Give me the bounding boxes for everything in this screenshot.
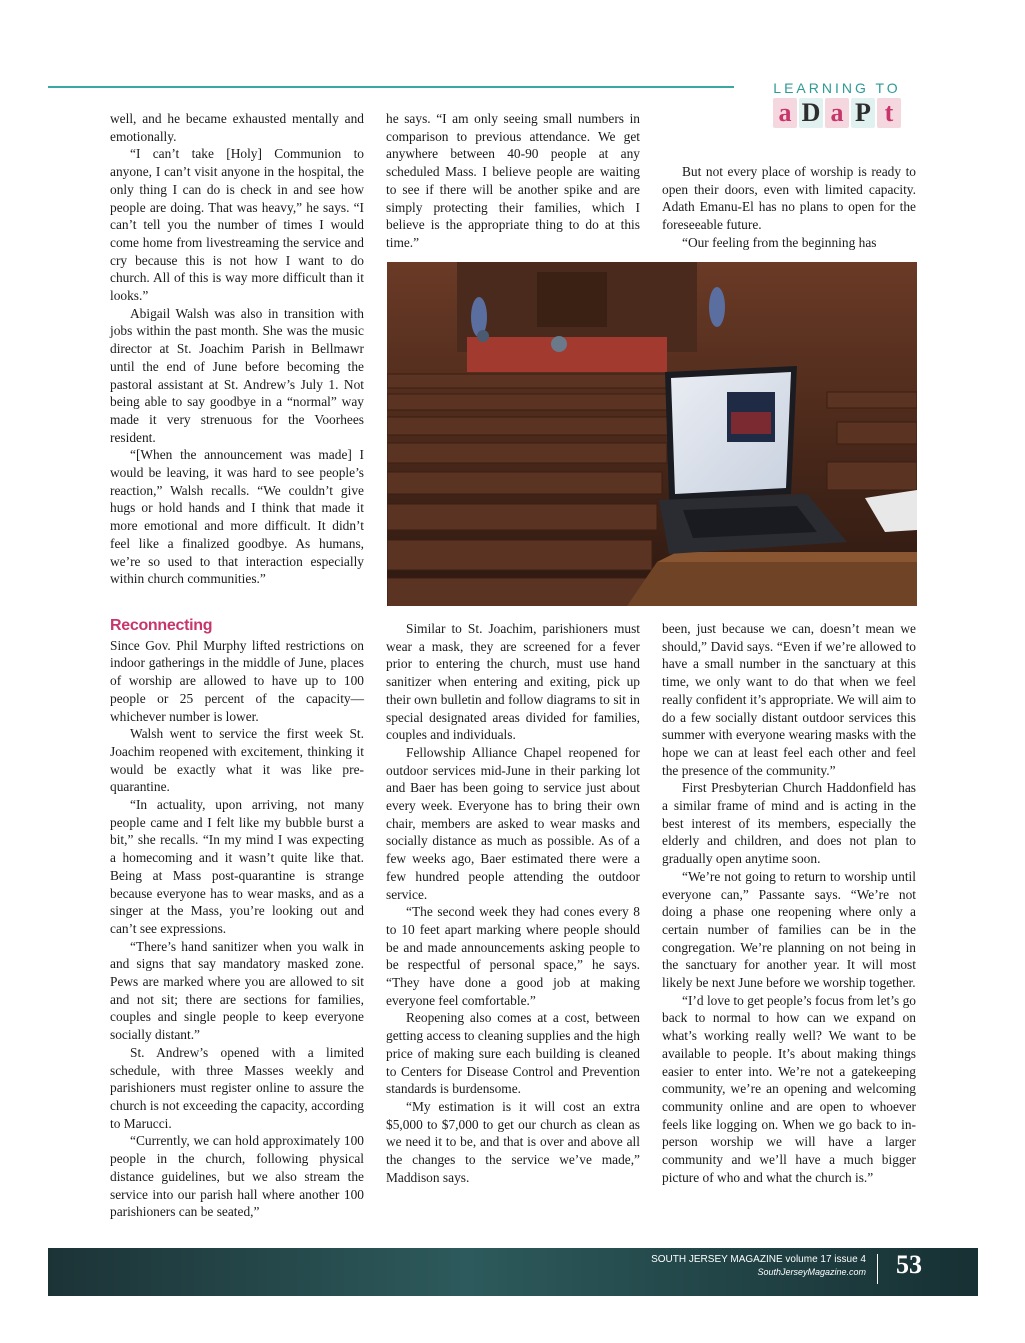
section-heading: Reconnecting: [110, 617, 213, 634]
page-footer: [48, 1248, 978, 1296]
banner-letter: t: [877, 98, 901, 128]
paragraph: But not every place of worship is ready to open their doors, even with limited capacity. Adath Emanu-El has no plans to open for the foreseeable future.: [662, 164, 916, 233]
article-column-6: [662, 620, 916, 1187]
header-rule: [48, 86, 734, 88]
church-laptop-photo: [387, 262, 917, 606]
paragraph: “We’re not going to return to worship until everyone can,” Passante says. “We’re not doing a phase one reopening where only a certain number of families can be in the congregation. We’re planning on not being in the sanctuary for another year. It will most likely be next June before we worship together.: [662, 868, 916, 991]
banner-title: LEARNING TO: [773, 80, 901, 96]
paragraph: “There’s hand sanitizer when you walk in and signs that say mandatory masked zone. Pews are marked where you are allowed to sit and not sit; there are sections for families, couples and single people to keep everyone socially distant.”: [110, 938, 364, 1043]
paragraph: Walsh went to service the first week St. Joachim reopened with excitement, thinking it would be exactly what it was like pre-quarantine.: [110, 726, 364, 795]
footer-magazine-title: SOUTH JERSEY MAGAZINE volume 17 issue 4: [651, 1254, 866, 1265]
paragraph: Fellowship Alliance Chapel reopened for outdoor services mid-June in their parking lot and Baer has been going to service just about every week. Everyone has to bring their own chair, members are asked to wear masks and socially distance as much as possible. As of a few weeks ago, Baer estimated there were a few hundred people attending the outdoor service.: [386, 744, 640, 902]
page-number: 53: [896, 1250, 922, 1279]
paragraph: “I can’t take [Holy] Communion to anyone, I can’t visit anyone in the hospital, the only thing I can do is check in and see how people are doing. That was heavy,” he says. “I can’t tell you the number of times I would come home from livestreaming the service and cry because this is not how I want to do church. All of this is way more difficult than it looks.”: [110, 146, 364, 304]
paragraph: St. Andrew’s opened with a limited schedule, with three Masses weekly and parishioners must register online to assure the church is not exceeding the capacity, according to Marucci.: [110, 1044, 364, 1131]
section-banner: [752, 80, 922, 132]
paragraph: well, and he became exhausted mentally and emotionally.: [110, 111, 364, 144]
paragraph: Reopening also comes at a cost, between getting access to cleaning supplies and the high price of making sure each building is cleaned to Centers for Disease Control and Prevention standards is burdensome.: [386, 1010, 640, 1097]
banner-tiles: [752, 98, 922, 128]
paragraph: “My estimation is it will cost an extra $5,000 to $7,000 to get our church as clean as we need it to be, and that is over and above all the changes to the service we’ve made,” Maddison says.: [386, 1098, 640, 1185]
banner-letter: D: [799, 98, 823, 128]
photo-illustration: [387, 262, 917, 606]
paragraph: First Presbyterian Church Haddonfield has a similar frame of mind and is acting in the best interest of its members, especially the elderly and children, and does not plan to gradually open anytime soon.: [662, 780, 916, 867]
article-column-4: [110, 617, 364, 1221]
footer-divider: [877, 1254, 878, 1284]
banner-letter: P: [851, 98, 875, 128]
paragraph: he says. “I am only seeing small numbers in comparison to previous attendance. We get anywhere between 40-90 people at any scheduled Mass. I believe people are waiting to see if there will be another spike and are simply protecting their families, which I believe is the appropriate thing to do at this time.”: [386, 111, 640, 250]
paragraph: Since Gov. Phil Murphy lifted restrictions on indoor gatherings in the middle of June, places of worship are allowed to have up to 100 people or 25 percent of the capacity—whichever number is lower.: [110, 637, 364, 724]
paragraph: “Our feeling from the beginning has: [682, 234, 877, 250]
article-column-1: [110, 110, 364, 588]
footer-magazine-info: [651, 1254, 866, 1278]
article-column-3: [662, 163, 916, 252]
article-column-5: [386, 620, 640, 1187]
paragraph: “In actuality, upon arriving, not many people came and I felt like my bubble burst a bit,” she recalls. “In my mind I was expecting a homecoming and it wasn’t quite like that. Being at Mass post-quarantine is strange because everyone has to wear masks, and as a singer at the Mass, you’re looking out and can’t see expressions.: [110, 797, 364, 936]
paragraph: “I’d love to get people’s focus from let’s go back to normal to how can we expand on what’s working really well? We want to be available to people. It’s about making things easier to enter into. We’re not a gatekeeping community, we’re an opening and welcoming community online and are open to whoever feels like logging on. When we go back to in-person worship we will have a larger community and we’ll have a much bigger picture of who and what the church is.”: [662, 992, 916, 1185]
paragraph: “Currently, we can hold approximately 100 people in the church, following physical distance guidelines, but we also stream the service into our parish hall where another 100 parishioners can be seated,”: [110, 1133, 364, 1220]
footer-url: SouthJerseyMagazine.com: [757, 1267, 866, 1277]
article-column-2: [386, 110, 640, 252]
paragraph: Abigail Walsh was also in transition with jobs within the past month. She was the music director at St. Joachim Parish in Bellmawr until the end of June before becoming the pastoral assistant at St. Andrew’s July 1. Not being able to say goodbye in a “normal” way made it very strenuous for the Voorhees resident.: [110, 305, 364, 445]
paragraph: been, just because we can, doesn’t mean we should,” David says. “Even if we’re allowed to have a small number in the sanctuary at this time, we only want to do that when we feel really confident it’s appropriate. We will aim to do a few socially distant outdoor services this summer with everyone wearing masks with the hope we can at least feel each other and feel the presence of the community.”: [662, 621, 916, 778]
banner-letter: a: [825, 98, 849, 128]
paragraph: “[When the announcement was made] I would be leaving, it was hard to see people’s reaction,” Walsh recalls. “We couldn’t give hugs or hold hands and I think that made it more emotional and more difficult. It didn’t feel like a finalized goodbye. As humans, we’re so used to that interaction especially within church communities.”: [110, 447, 364, 587]
paragraph: “The second week they had cones every 8 to 10 feet apart marking where people should be and made announcements asking people to be respectful of personal space,” he says. “They have done a good job at making everyone feel comfortable.”: [386, 904, 640, 1008]
banner-letter: a: [773, 98, 797, 128]
paragraph: Similar to St. Joachim, parishioners must wear a mask, they are screened for a fever prior to entering the church, must use hand sanitizer when entering and exiting, pick up their own bulletin and follow diagrams to sit in special designated areas divided for families, couples and individuals.: [386, 621, 640, 743]
